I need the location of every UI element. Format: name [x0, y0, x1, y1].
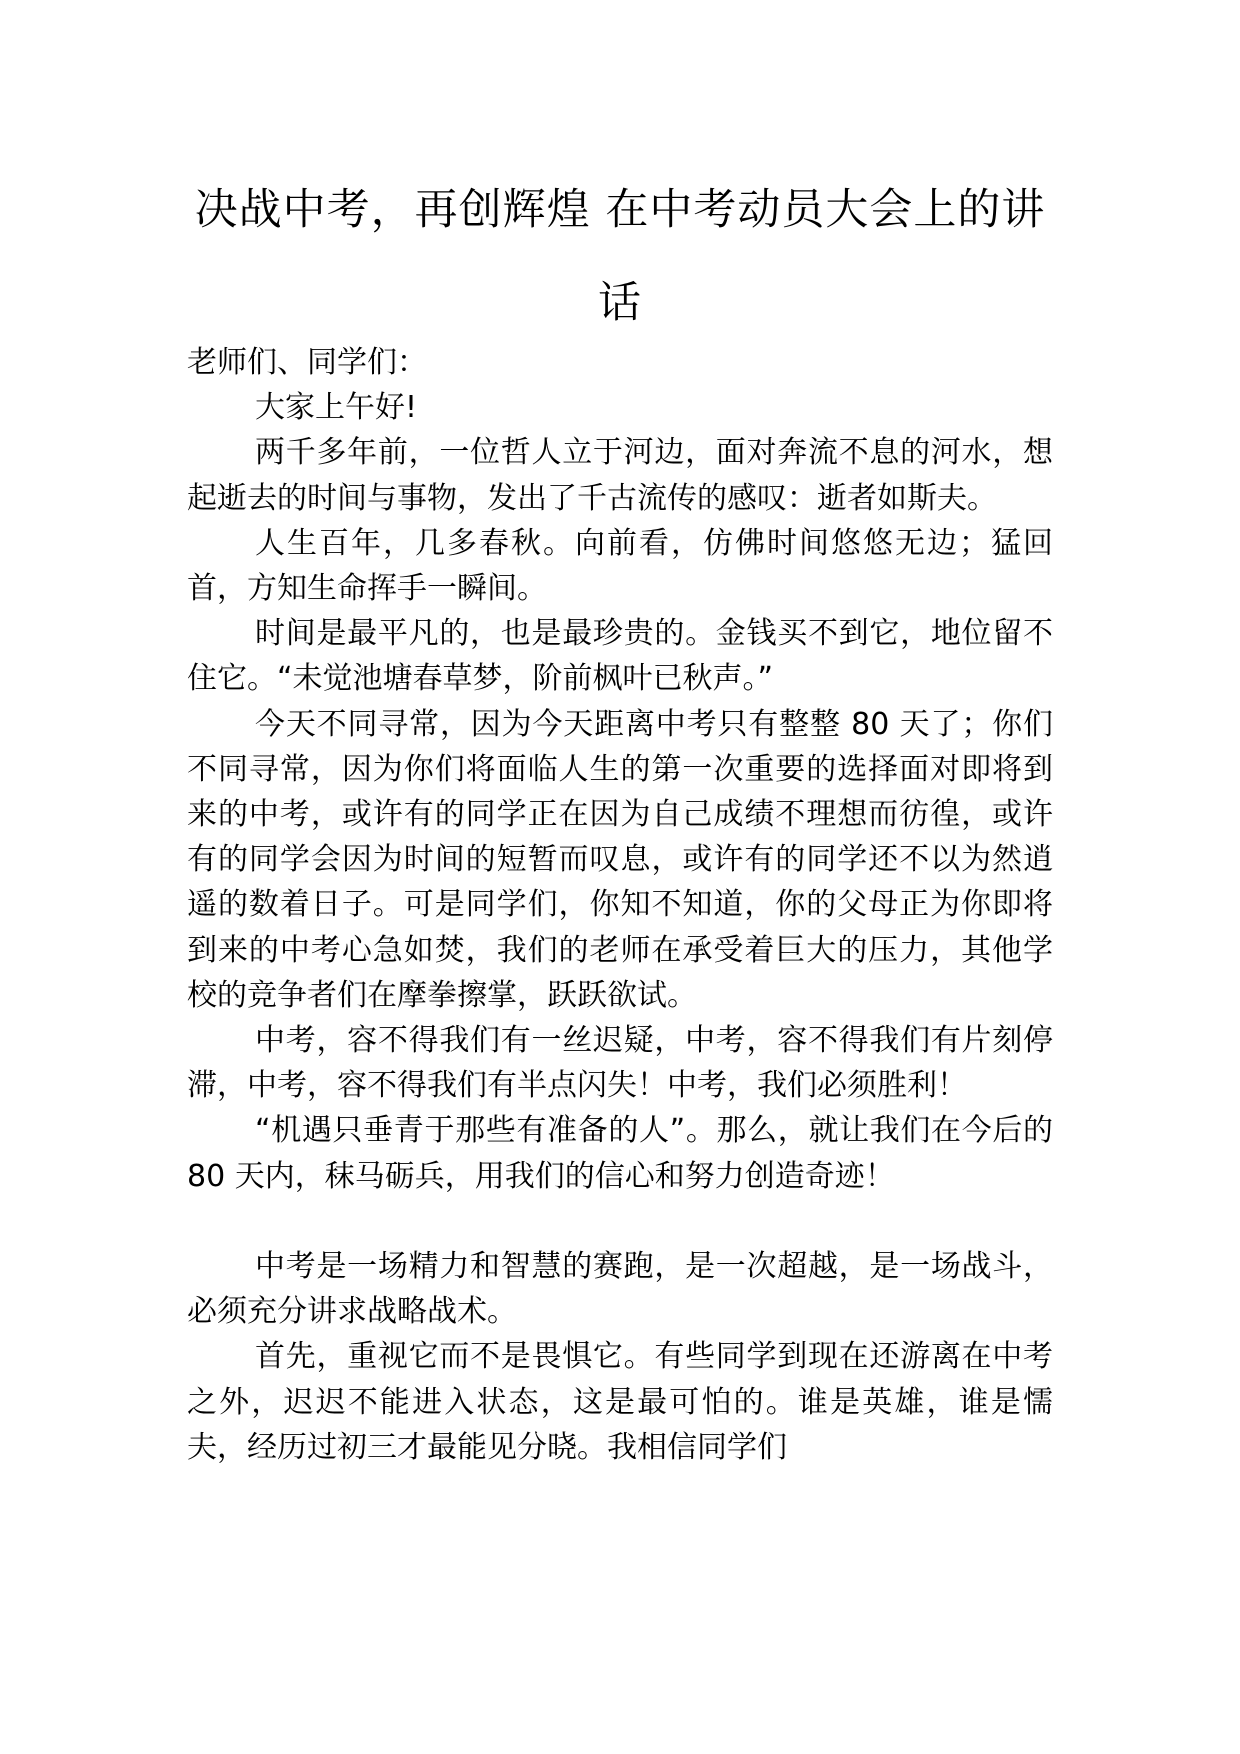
- document-body: [187, 340, 1053, 1470]
- paragraph: 今天不同寻常，因为今天距离中考只有整整 80 天了；你们不同寻常，因为你们将面临人生的第一次重要的选择面对即将到来的中考，或许有的同学正在因为自己成绩不理想而彷徨，或许有的同学会因为时间的短暂而叹息，或许有的同学还不以为然逍遥的数着日子。可是同学们，你知不知道，你的父母正为你即将到来的中考心急如焚，我们的老师在承受着巨大的压力，其他学校的竞争者们在摩拳擦掌，跃跃欲试。: [187, 706, 1053, 1013]
- paragraph: 人生百年，几多春秋。向前看，仿佛时间悠悠无边；猛回首，方知生命挥手一瞬间。: [187, 525, 1053, 607]
- paragraph-greeting: 大家上午好!: [255, 390, 418, 426]
- paragraph-spacer: [187, 1199, 1053, 1244]
- paragraph: “机遇只垂青于那些有准备的人”。那么，就让我们在今后的 80 天内，秣马砺兵，用我们的信心和努力创造奇迹！: [187, 1113, 1053, 1194]
- paragraph: 中考，容不得我们有一丝迟疑，中考，容不得我们有片刻停滞，中考，容不得我们有半点闪失！中考，我们必须胜利！: [187, 1023, 1053, 1104]
- paragraph: 首先，重视它而不是畏惧它。有些同学到现在还游离在中考之外，迟迟不能进入状态，这是最可怕的。谁是英雄，谁是懦夫，经历过初三才最能见分晓。我相信同学们: [187, 1339, 1053, 1465]
- document-title: 决战中考，再创辉煌 在中考动员大会上的讲话: [194, 185, 1046, 328]
- paragraph: 两千多年前，一位哲人立于河边，面对奔流不息的河水，想起逝去的时间与事物，发出了千古流传的感叹：逝者如斯夫。: [187, 435, 1053, 516]
- paragraph: 时间是最平凡的，也是最珍贵的。金钱买不到它，地位留不住它。“未觉池塘春草梦，阶前枫叶已秋声。”: [187, 616, 1053, 697]
- salutation: 老师们、同学们：: [187, 345, 427, 380]
- paragraph: 中考是一场精力和智慧的赛跑，是一次超越，是一场战斗，必须充分讲求战略战术。: [187, 1249, 1053, 1330]
